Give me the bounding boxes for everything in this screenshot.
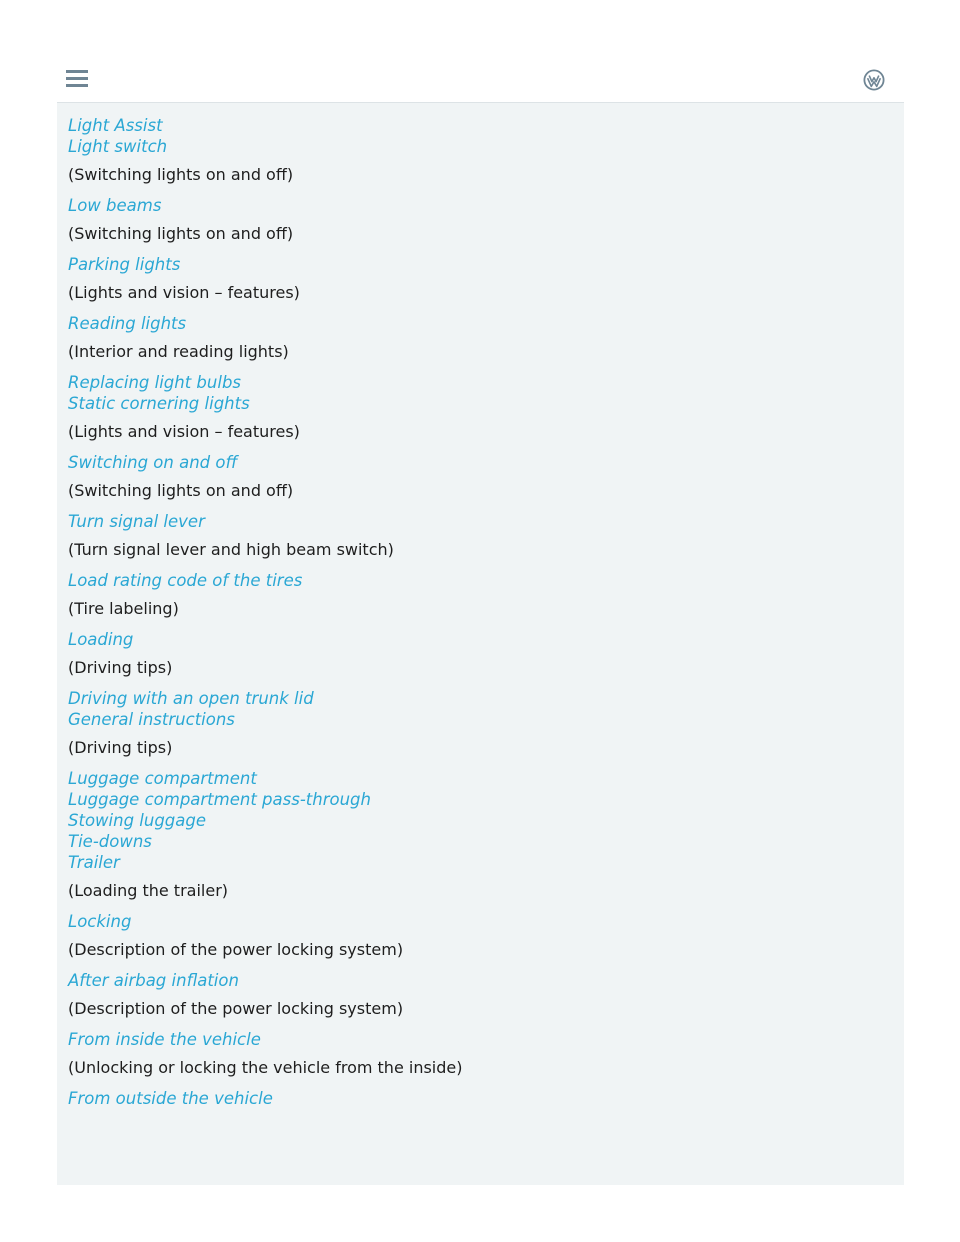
index-entry bbox=[68, 688, 888, 758]
index-link[interactable]: Loading bbox=[68, 630, 134, 649]
index-link[interactable]: From inside the vehicle bbox=[68, 1030, 261, 1049]
index-entry bbox=[68, 570, 888, 619]
index-description: (Switching lights on and off) bbox=[68, 165, 294, 184]
index-link[interactable]: Driving with an open trunk lid bbox=[68, 689, 314, 708]
index-entry bbox=[68, 254, 888, 303]
index-description: (Description of the power locking system) bbox=[68, 940, 404, 959]
index-link[interactable]: Locking bbox=[68, 912, 132, 931]
index-link[interactable]: General instructions bbox=[68, 710, 235, 729]
index-entry bbox=[68, 911, 888, 960]
index-entry bbox=[68, 768, 888, 901]
index-link[interactable]: Load rating code of the tires bbox=[68, 571, 303, 590]
index-entry bbox=[68, 195, 888, 244]
index-description: (Lights and vision – features) bbox=[68, 283, 300, 302]
index-entry bbox=[68, 1029, 888, 1078]
index-entry bbox=[68, 629, 888, 678]
index-link[interactable]: Light Assist bbox=[68, 116, 163, 135]
index-description: (Switching lights on and off) bbox=[68, 224, 294, 243]
index-link[interactable]: Replacing light bulbs bbox=[68, 373, 242, 392]
index-entry bbox=[68, 452, 888, 501]
index-link[interactable]: Luggage compartment pass-through bbox=[68, 790, 371, 809]
index-link[interactable]: Reading lights bbox=[68, 314, 187, 333]
index-link[interactable]: Luggage compartment bbox=[68, 769, 257, 788]
index-link[interactable]: Stowing luggage bbox=[68, 811, 207, 830]
index-description: (Description of the power locking system) bbox=[68, 999, 404, 1018]
index-entry bbox=[68, 1088, 888, 1109]
index-entry bbox=[68, 313, 888, 362]
index-link[interactable]: Light switch bbox=[68, 137, 168, 156]
index-entry bbox=[68, 970, 888, 1019]
index-link[interactable]: From outside the vehicle bbox=[68, 1089, 273, 1108]
index-description: (Loading the trailer) bbox=[68, 881, 229, 900]
index-link[interactable]: Switching on and off bbox=[68, 453, 238, 472]
index-link[interactable]: After airbag inflation bbox=[68, 971, 239, 990]
index-entry bbox=[68, 511, 888, 560]
index-entry bbox=[68, 115, 888, 185]
index-description: (Interior and reading lights) bbox=[68, 342, 289, 361]
vw-logo-icon bbox=[863, 69, 885, 91]
index-entry bbox=[68, 372, 888, 442]
top-bar bbox=[57, 57, 904, 103]
index-description: (Tire labeling) bbox=[68, 599, 179, 618]
index-list bbox=[68, 115, 888, 1119]
index-description: (Lights and vision – features) bbox=[68, 422, 300, 441]
index-description: (Turn signal lever and high beam switch) bbox=[68, 540, 394, 559]
index-link[interactable]: Low beams bbox=[68, 196, 162, 215]
index-link[interactable]: Parking lights bbox=[68, 255, 181, 274]
index-description: (Driving tips) bbox=[68, 738, 173, 757]
index-link[interactable]: Turn signal lever bbox=[68, 512, 205, 531]
index-description: (Driving tips) bbox=[68, 658, 173, 677]
hamburger-menu-icon[interactable] bbox=[66, 70, 88, 88]
index-description: (Switching lights on and off) bbox=[68, 481, 294, 500]
index-link[interactable]: Trailer bbox=[68, 853, 120, 872]
index-description: (Unlocking or locking the vehicle from the inside) bbox=[68, 1058, 463, 1077]
clipped-text-remnant bbox=[68, 103, 298, 106]
index-link[interactable]: Tie-downs bbox=[68, 832, 152, 851]
index-link[interactable]: Static cornering lights bbox=[68, 394, 250, 413]
